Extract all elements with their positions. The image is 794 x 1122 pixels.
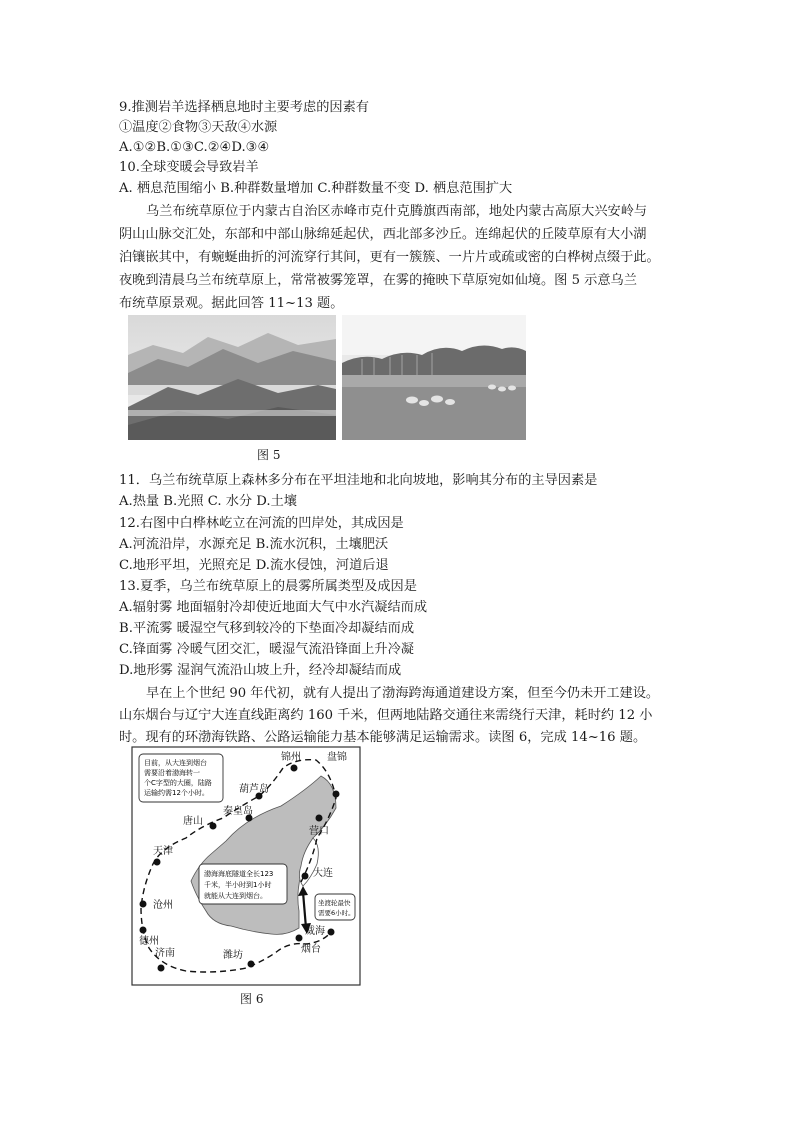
- q10-options: A. 栖息范围缩小 B.种群数量增加 C.种群数量不变 D. 栖息范围扩大: [119, 181, 513, 196]
- callout-land-route: [139, 754, 223, 802]
- city-yingkou: 营口: [309, 826, 329, 837]
- q13-option-a: A.辐射雾 地面辐射冷却使近地面大气中水汽凝结而成: [119, 600, 428, 615]
- q12-option-ab: A.河流沿岸，水源充足 B.流水沉积，土壤肥沃: [119, 537, 389, 552]
- svg-text:目前，从大连到烟台: 目前，从大连到烟台: [144, 759, 207, 767]
- passage2-line: 早在上个世纪 90 年代初，就有人提出了渤海跨海通道建设方案，但至今仍未开工建设。: [146, 686, 660, 701]
- passage1-line: 泊镶嵌其中，有蜿蜒曲折的河流穿行其间，更有一簇簇、一片片或疏或密的白桦树点缀于此。: [119, 250, 660, 265]
- q9-options: A.①②B.①③C.②④D.③④: [119, 140, 270, 155]
- svg-text:个C字型的大圈，陆路: 个C字型的大圈，陆路: [144, 779, 212, 787]
- svg-text:坐渡轮最快: 坐渡轮最快: [318, 899, 351, 907]
- q11-options: A.热量 B.光照 C. 水分 D.土壤: [119, 494, 297, 509]
- svg-text:需要沿着渤海转一: 需要沿着渤海转一: [144, 769, 200, 777]
- foggy-hills-photo: [128, 315, 336, 440]
- svg-text:就能从大连到烟台。: 就能从大连到烟台。: [204, 892, 267, 900]
- q12-option-cd: C.地形平坦，光照充足 D.流水侵蚀，河道后退: [119, 558, 389, 573]
- city-panjin: 盘锦: [327, 752, 347, 763]
- passage2-line: 山东烟台与辽宁大连直线距离约 160 千米，但两地陆路交通往来需绕行天津，耗时约 12 小: [119, 708, 653, 723]
- city-yantai: 烟台: [301, 944, 321, 955]
- passage1-line: 夜晚到清晨乌兰布统草原上，常常被雾笼罩，在雾的掩映下草原宛如仙境。图 5 示意乌兰: [119, 273, 637, 288]
- q11-stem: 11．乌兰布统草原上森林多分布在平坦洼地和北向坡地，影响其分布的主导因素是: [119, 473, 598, 488]
- passage1-line: 乌兰布统草原位于内蒙古自治区赤峰市克什克腾旗西南部，地处内蒙古高原大兴安岭与: [146, 204, 648, 219]
- city-dezhou: 德州: [139, 936, 159, 947]
- q13-option-b: B.平流雾 暖湿空气移到较冷的下垫面冷却凝结而成: [119, 621, 415, 636]
- figure-6-caption: 图 6: [240, 992, 264, 1006]
- svg-text:千米，半小时到1小时: 千米，半小时到1小时: [204, 881, 272, 889]
- bohai-map: [131, 746, 361, 986]
- q13-option-c: C.锋面雾 冷暖气团交汇，暖湿气流沿锋面上升冷凝: [119, 642, 414, 657]
- passage1-line: 布统草原景观。据此回答 11~13 题。: [119, 296, 344, 311]
- callout-tunnel: [199, 864, 287, 904]
- city-jinan: 济南: [155, 948, 175, 959]
- city-dalian: 大连: [313, 868, 333, 879]
- svg-text:需要6小时。: 需要6小时。: [318, 909, 355, 917]
- city-weifang: 潍坊: [223, 950, 243, 961]
- city-cangzhou: 沧州: [153, 900, 173, 911]
- q9-factors: ①温度②食物③天敌④水源: [119, 120, 278, 135]
- city-tangshan: 唐山: [183, 816, 203, 827]
- q13-stem: 13.夏季，乌兰布统草原上的晨雾所属类型及成因是: [119, 579, 417, 594]
- q10-stem: 10.全球变暖会导致岩羊: [119, 160, 259, 175]
- svg-text:运输约需12个小时。: 运输约需12个小时。: [144, 789, 209, 797]
- callout-ferry: [315, 894, 355, 920]
- birch-grassland-photo: [342, 315, 526, 440]
- passage1-line: 阴山山脉交汇处，东部和中部山脉绵延起伏，西北部多沙丘。连绵起伏的丘陵草原有大小湖: [119, 227, 647, 242]
- svg-text:渤海海底隧道全长123: 渤海海底隧道全长123: [204, 870, 274, 878]
- city-jinzhou: 锦州: [281, 752, 301, 763]
- city-huludao: 葫芦岛: [239, 784, 269, 795]
- q9-stem: 9.推测岩羊选择栖息地时主要考虑的因素有: [119, 100, 369, 115]
- q13-option-d: D.地形雾 湿润气流沿山坡上升，经冷却凝结而成: [119, 663, 402, 678]
- city-weihai: 威海: [305, 926, 325, 937]
- city-qinhuangdao: 秦皇岛: [223, 806, 253, 817]
- q12-stem: 12.右图中白桦林屹立在河流的凹岸处，其成因是: [119, 516, 404, 531]
- passage2-line: 时。现有的环渤海铁路、公路运输能力基本能够满足运输需求。读图 6，完成 14~16 题。: [119, 730, 647, 745]
- city-tianjin: 天津: [153, 846, 173, 857]
- figure-5-caption: 图 5: [257, 448, 281, 462]
